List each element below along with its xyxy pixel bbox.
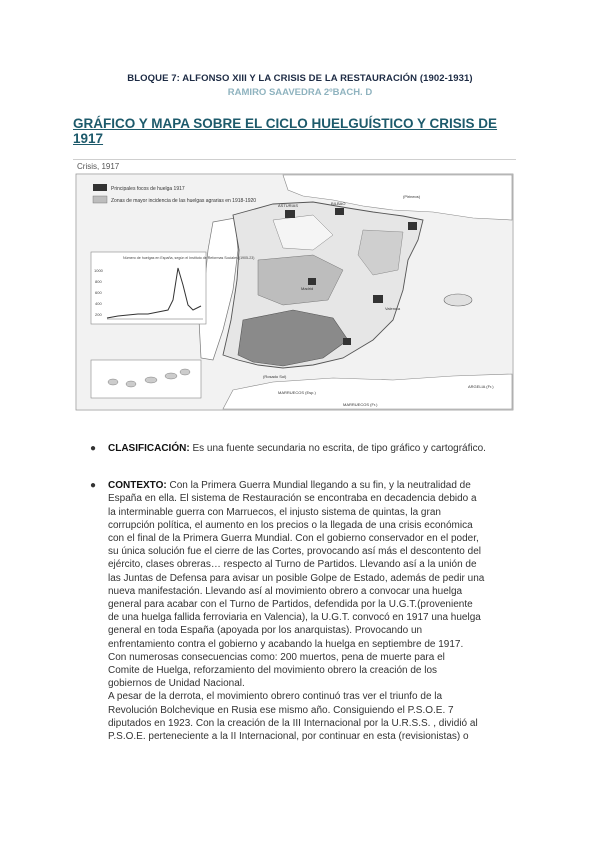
bullet-list bbox=[90, 442, 530, 757]
focus-cartagena bbox=[343, 338, 351, 345]
map-image bbox=[73, 160, 516, 412]
label-pirineos: (Pirineos) bbox=[403, 194, 421, 199]
focus-catalonia bbox=[408, 222, 417, 230]
clasificacion-label: CLASIFICACIÓN: bbox=[108, 443, 190, 454]
contexto-line-13: Con numerosas consecuencias como: 200 muertos, pena de muerte para el bbox=[108, 651, 445, 663]
contexto-line-12: enfrentamiento contra el gobierno y acabando la huelga en septiembre de 1917. bbox=[108, 638, 464, 650]
contexto-line-10: de una huelga fallida ferroviaria en Valencia), la U.G.T. convocó en 1917 una huelga bbox=[108, 612, 481, 624]
contexto-line-5: su única solución fue el cierre de las Cortes, provocando así más el descontento del bbox=[108, 546, 481, 558]
contexto-line-9: general para acabar con el Turno de Partidos, defendida por la U.G.T.(proveniente bbox=[108, 599, 473, 611]
contexto-line-2: la interminable guerra con Marruecos, el injusto sistema de quintas, la gran bbox=[108, 506, 441, 518]
clasificacion-text: Es una fuente secundaria no escrita, de tipo gráfico y cartográfico. bbox=[189, 443, 486, 454]
contexto-line-4: con el final de la Primera Guerra Mundial. Con el gobierno conservador en el poder, bbox=[108, 533, 479, 545]
y-tick-600: 600 bbox=[95, 290, 102, 295]
label-bilbao: BILBAO bbox=[331, 201, 346, 206]
label-madrid: Madrid bbox=[301, 286, 314, 291]
contexto-line-8: nueva manifestación. Llevando así al movimiento obrero a convocar una huelga bbox=[108, 585, 463, 597]
contexto-line-7: las Juntas de Defensa para avisar un posible Golpe de Estado, además de pedir una bbox=[108, 572, 485, 584]
y-tick-800: 800 bbox=[95, 279, 102, 284]
y-tick-400: 400 bbox=[95, 301, 102, 306]
label-argelia: ARGELIA (Fr.) bbox=[468, 384, 494, 389]
legend-swatch-agrarian bbox=[93, 196, 107, 203]
label-rosado: (Rosado Sol) bbox=[263, 374, 287, 379]
contexto-line-16: A pesar de la derrota, el movimiento obrero continuó tras ver el triunfo de la bbox=[108, 691, 443, 703]
focus-valencia bbox=[373, 295, 383, 303]
legend-agrarian: Zonas de mayor incidencia de las huelgas agrarias en 1918-1920 bbox=[111, 198, 257, 204]
contexto-line-17: Revolución Bolchevique en Rusia ese mismo año. Consiguiendo el P.S.O.E. 7 bbox=[108, 704, 454, 716]
contexto-line-0: CONTEXTO: Con la Primera Guerra Mundial llegando a su fin, y la neutralidad de bbox=[108, 480, 471, 492]
label-valencia: Valencia bbox=[385, 306, 401, 311]
label-marruecos-fr: MARRUECOS (Fr.) bbox=[343, 402, 378, 407]
contexto-line-14: Comite de Huelga, reforzamiento del movimiento obrero la creación de los bbox=[108, 665, 438, 677]
contexto-line-6: ejército, clases obreras… respecto al Turno de Partidos. Llevando así a la unión de bbox=[108, 559, 477, 571]
y-tick-200: 200 bbox=[95, 312, 102, 317]
island-4 bbox=[165, 373, 177, 379]
contexto-line-3: corrupción política, el aumento en los precios o la llegada de una crisis económica bbox=[108, 519, 473, 531]
island-2 bbox=[126, 381, 136, 387]
figure-caption: Crisis, 1917 bbox=[77, 162, 120, 171]
focus-bilbao bbox=[335, 208, 344, 215]
page-title: GRÁFICO Y MAPA SOBRE EL CICLO HUELGUÍSTICO Y CRISIS DE 1917 bbox=[73, 116, 498, 146]
bullet-clasificacion bbox=[90, 442, 530, 455]
balearic-islands bbox=[444, 294, 472, 306]
focus-asturias bbox=[285, 210, 295, 218]
island-1 bbox=[108, 379, 118, 385]
inset-chart-title: Número de huelgas en España, según el Instituto de Reformas Sociales (1905-23) bbox=[123, 256, 255, 260]
island-5 bbox=[180, 369, 190, 375]
contexto-line-1: España en ella. El sistema de Restauración se encontraba en decadencia debido a bbox=[108, 493, 477, 505]
contexto-line-19: P.S.O.E. perteneciente a la II Internacional, por continuar en esta (revisionistas) o bbox=[108, 731, 469, 743]
inset-chart-frame bbox=[91, 252, 206, 324]
y-tick-1000: 1000 bbox=[94, 268, 103, 273]
contexto-line-18: diputados en 1923. Con la creación de la III Internacional por la U.R.S.S. , dividió al bbox=[108, 717, 478, 729]
island-3 bbox=[145, 377, 157, 383]
header-title: BLOQUE 7: ALFONSO XIII Y LA CRISIS DE LA RESTAURACIÓN (1902-1931) bbox=[127, 73, 473, 84]
header-author: RAMIRO SAAVEDRA 2ºBACH. D bbox=[227, 87, 373, 98]
bullet-dot: ● bbox=[90, 443, 97, 454]
label-marruecos-esp: MARRUECOS (Esp.) bbox=[278, 390, 316, 395]
contexto-label: CONTEXTO: bbox=[108, 480, 167, 492]
contexto-line-15: gobiernos de Unidad Nacional. bbox=[108, 678, 245, 690]
label-asturias: ASTURIAS bbox=[278, 203, 299, 208]
contexto-line-11: general en toda España (apoyada por los anarquistas). Provocando un bbox=[108, 625, 423, 637]
legend-swatch-foci bbox=[93, 184, 107, 191]
bullet-contexto bbox=[90, 479, 530, 743]
focus-madrid bbox=[308, 278, 316, 285]
map-figure bbox=[73, 159, 516, 412]
bullet-dot: ● bbox=[90, 480, 97, 492]
legend-foci: Principales focos de huelga 1917 bbox=[111, 186, 185, 192]
